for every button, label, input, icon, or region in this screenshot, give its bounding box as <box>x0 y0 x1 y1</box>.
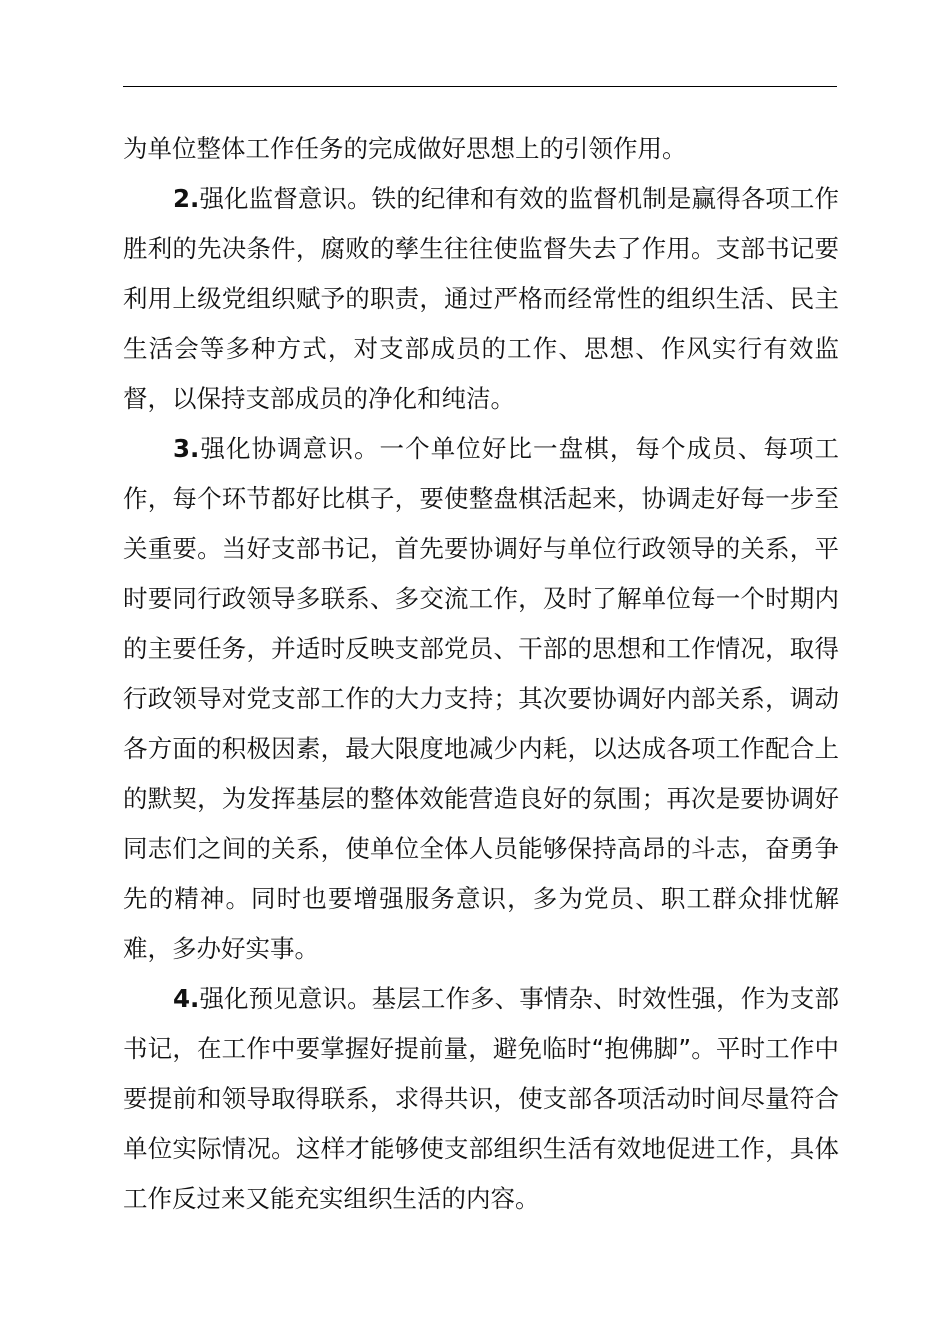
paragraph-number: 3. <box>173 434 200 463</box>
paragraph-continuation <box>123 124 839 174</box>
paragraph-number: 2. <box>173 184 200 213</box>
header-rule <box>123 86 837 87</box>
paragraph-supervision <box>123 174 839 424</box>
paragraph-number: 4. <box>173 984 200 1013</box>
paragraph-coordination <box>123 424 839 974</box>
paragraph-text: 强化预见意识。基层工作多、事情杂、时效性强，作为支部书记，在工作中要掌握好提前量，避免临时“抱佛脚”。平时工作中要提前和领导取得联系，求得共识，使支部各项活动时间尽量符合单位实际情况。这样才能够使支部组织生活有效地促进工作，具体工作反过来又能充实组织生活的内容。 <box>123 984 839 1213</box>
paragraph-text: 强化监督意识。铁的纪律和有效的监督机制是赢得各项工作胜利的先决条件，腐败的孳生往往使监督失去了作用。支部书记要利用上级党组织赋予的职责，通过严格而经常性的组织生活、民主生活会等多种方式，对支部成员的工作、思想、作风实行有效监督，以保持支部成员的净化和纯洁。 <box>123 184 839 413</box>
paragraph-foresight <box>123 974 839 1224</box>
body-text <box>123 124 839 1224</box>
paragraph-text: 为单位整体工作任务的完成做好思想上的引领作用。 <box>123 134 687 163</box>
paragraph-text: 强化协调意识。一个单位好比一盘棋，每个成员、每项工作，每个环节都好比棋子，要使整盘棋活起来，协调走好每一步至关重要。当好支部书记，首先要协调好与单位行政领导的关系，平时要同行政领导多联系、多交流工作，及时了解单位每一个时期内的主要任务，并适时反映支部党员、干部的思想和工作情况，取得行政领导对党支部工作的大力支持；其次要协调好内部关系，调动各方面的积极因素，最大限度地减少内耗，以达成各项工作配合上的默契，为发挥基层的整体效能营造良好的氛围；再次是要协调好同志们之间的关系，使单位全体人员能够保持高昂的斗志，奋勇争先的精神。同时也要增强服务意识，多为党员、职工群众排忧解难，多办好实事。 <box>123 434 839 963</box>
